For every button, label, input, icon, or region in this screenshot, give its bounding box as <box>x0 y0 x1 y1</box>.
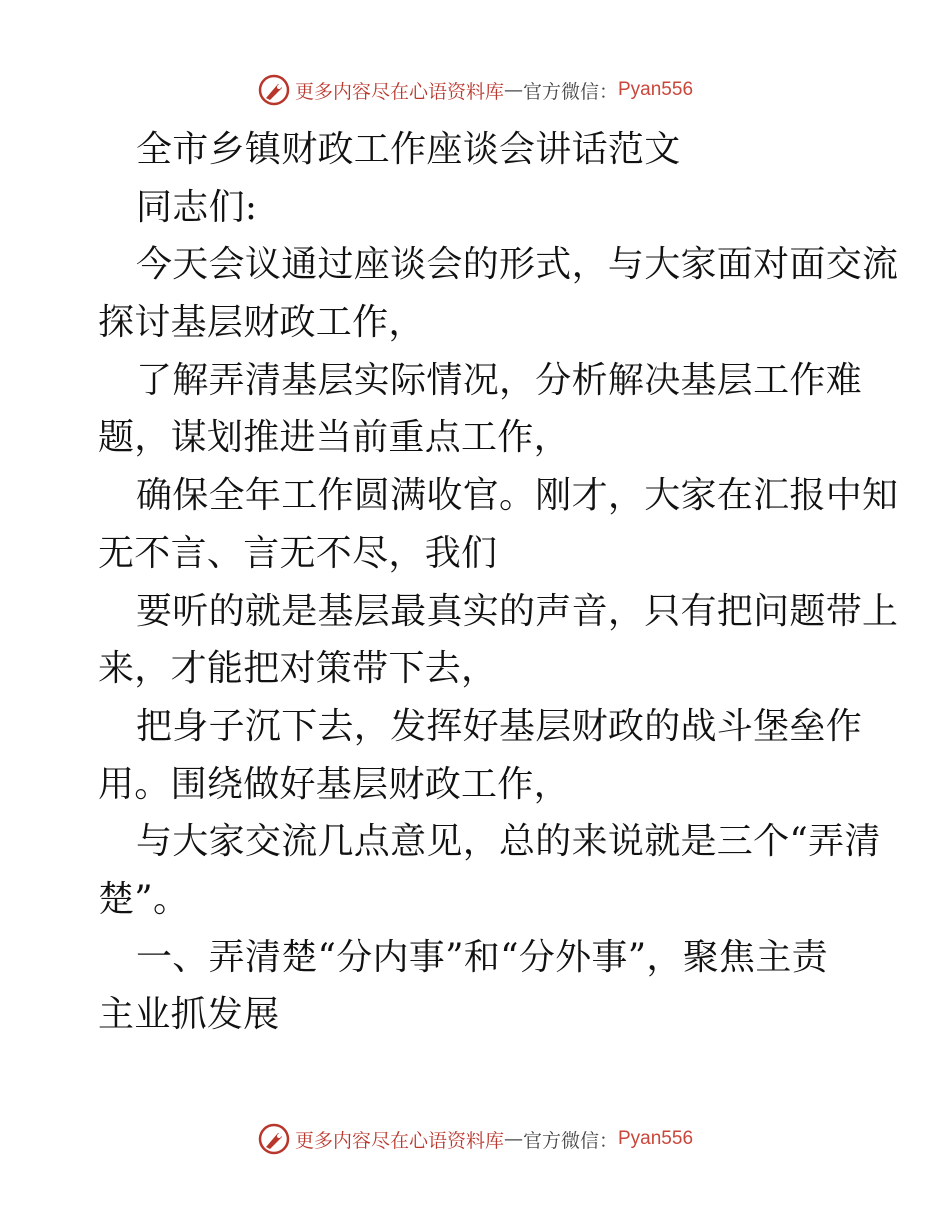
paragraph-line: 无不言、言无不尽，我们 <box>98 532 498 574</box>
paragraph-line: 确保全年工作圆满收官。刚才，大家在汇报中知 <box>136 475 899 517</box>
paragraph-line: 来，才能把对策带下去， <box>98 648 498 690</box>
watermark-separator: — <box>503 1128 523 1150</box>
section-heading: 一、弄清楚“分内事”和“分外事”，聚焦主责 <box>136 936 828 978</box>
document-body <box>98 121 899 1044</box>
paragraph-line: 把身子沉下去，发挥好基层财政的战斗堡垒作 <box>136 705 863 747</box>
paragraph-line: 题，谋划推进当前重点工作， <box>98 417 570 459</box>
watermark-wechat-id: Pyan556 <box>618 79 694 100</box>
watermark-brand: 更多内容尽在心语资料库 <box>294 80 504 103</box>
paragraph-line: 探讨基层财政工作， <box>98 302 425 344</box>
paragraph-line: 与大家交流几点意见，总的来说就是三个“弄清 <box>136 821 881 863</box>
watermark-wechat-label: 官方微信： <box>522 1129 618 1152</box>
paragraph-line: 用。围绕做好基层财政工作， <box>98 763 570 805</box>
paragraph-line: 了解弄清基层实际情况，分析解决基层工作难 <box>136 359 863 401</box>
pen-nib-logo-icon <box>257 1122 291 1156</box>
watermark-separator: — <box>503 79 523 101</box>
watermark-header <box>0 70 950 110</box>
paragraph-line: 今天会议通过座谈会的形式，与大家面对面交流 <box>136 244 899 286</box>
salutation: 同志们: <box>136 186 258 228</box>
pen-nib-logo-icon <box>257 73 291 107</box>
watermark-brand: 更多内容尽在心语资料库 <box>294 1129 504 1152</box>
document-title: 全市乡镇财政工作座谈会讲话范文 <box>136 129 681 170</box>
watermark-wechat-label: 官方微信： <box>522 80 618 103</box>
watermark-wechat-id: Pyan556 <box>618 1128 694 1149</box>
paragraph-line: 楚”。 <box>98 878 190 920</box>
watermark-footer <box>0 1119 950 1159</box>
section-heading: 主业抓发展 <box>98 994 280 1036</box>
paragraph-line: 要听的就是基层最真实的声音，只有把问题带上 <box>136 590 899 632</box>
